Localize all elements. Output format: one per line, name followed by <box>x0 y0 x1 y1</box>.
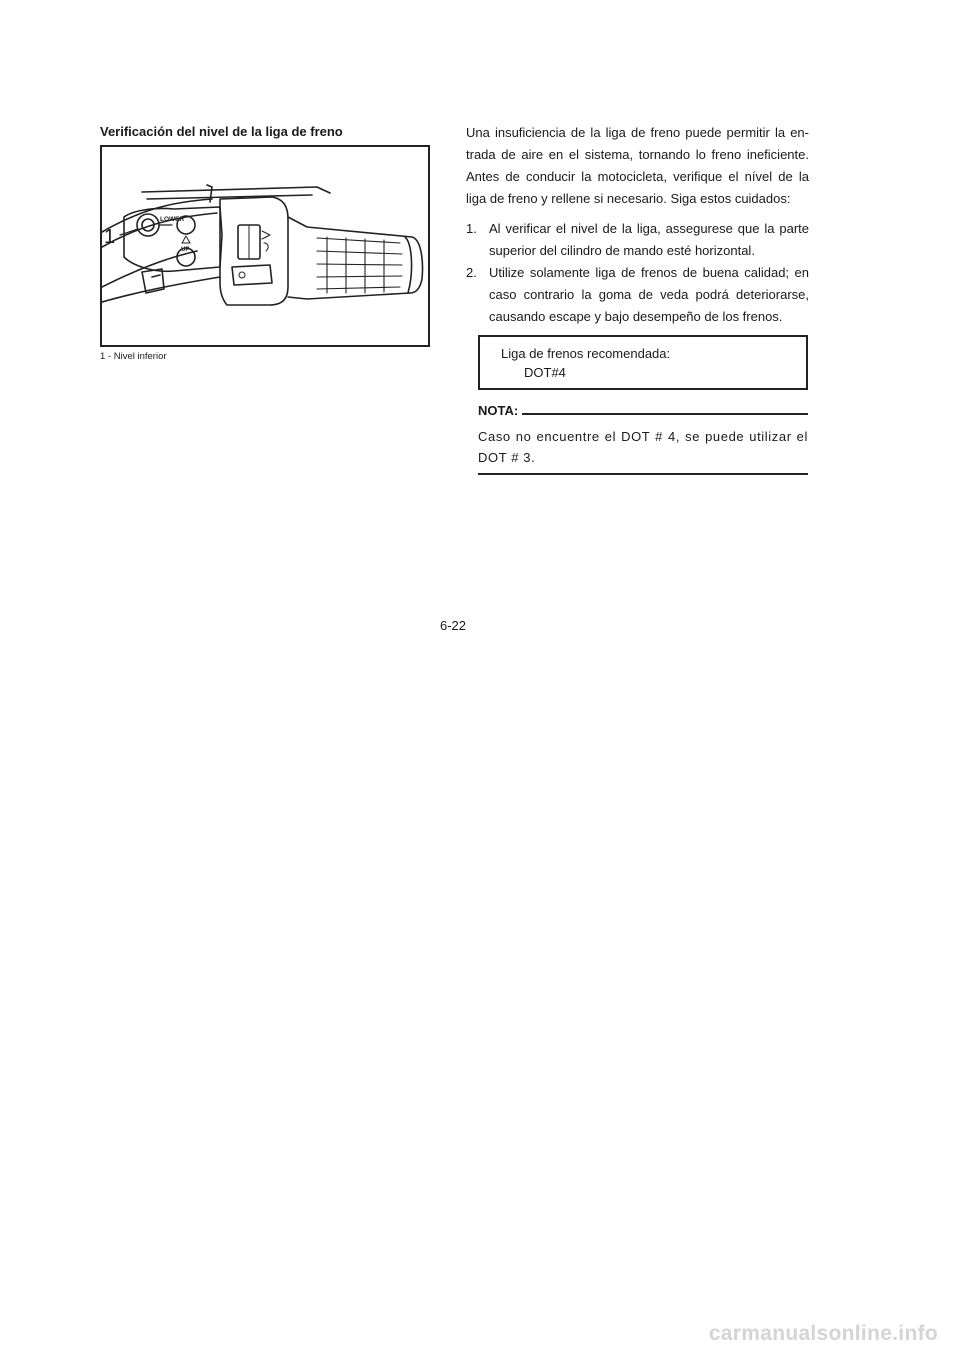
spec-value: DOT#4 <box>524 365 566 380</box>
figure-caption: 1 - Nivel inferior <box>100 351 167 362</box>
right-column <box>466 122 809 328</box>
step-text: Al verificar el nivel de la liga, assegurese que la parte superior del cilindro de mando esté horizontal. <box>489 221 809 258</box>
intro-paragraph: Una insuficiencia de la liga de freno puede permitir la en-trada de aire en el sistema, tornando lo freno ineficiente. Antes de conducir la motocicleta, verifique el nível de la liga de freno y rellene si necesario. Siga estos cuidados: <box>466 125 809 206</box>
steps-list <box>466 218 809 328</box>
note-text: Caso no encuentre el DOT # 4, se puede utilizar el DOT # 3. <box>478 429 808 465</box>
list-item <box>466 262 809 328</box>
spec-box <box>478 335 808 390</box>
note-title: NOTA: <box>478 403 519 418</box>
step-number: 1. <box>466 221 477 236</box>
step-number: 2. <box>466 265 477 280</box>
watermark: carmanualsonline.info <box>708 1322 938 1345</box>
callout-number: 1 <box>104 226 116 248</box>
sight-glass-icon <box>137 214 159 236</box>
page-number: 6-22 <box>440 618 467 633</box>
section-heading: Verificación del nivel de la liga de freno <box>100 124 343 139</box>
list-item <box>466 218 809 262</box>
label-up: UP <box>181 247 190 253</box>
note-end-rule <box>478 473 808 475</box>
step-text: Utilize solamente liga de frenos de buena calidad; en caso contrario la goma de veda podrá deteriorarse, causando escape y bajo desempeño de los frenos. <box>489 265 809 324</box>
note-block <box>478 403 808 475</box>
label-lower: LOWER <box>160 216 185 223</box>
note-rule <box>522 413 808 415</box>
handlebar-illustration <box>100 145 430 347</box>
spec-label: Liga de frenos recomendada: <box>501 346 671 361</box>
